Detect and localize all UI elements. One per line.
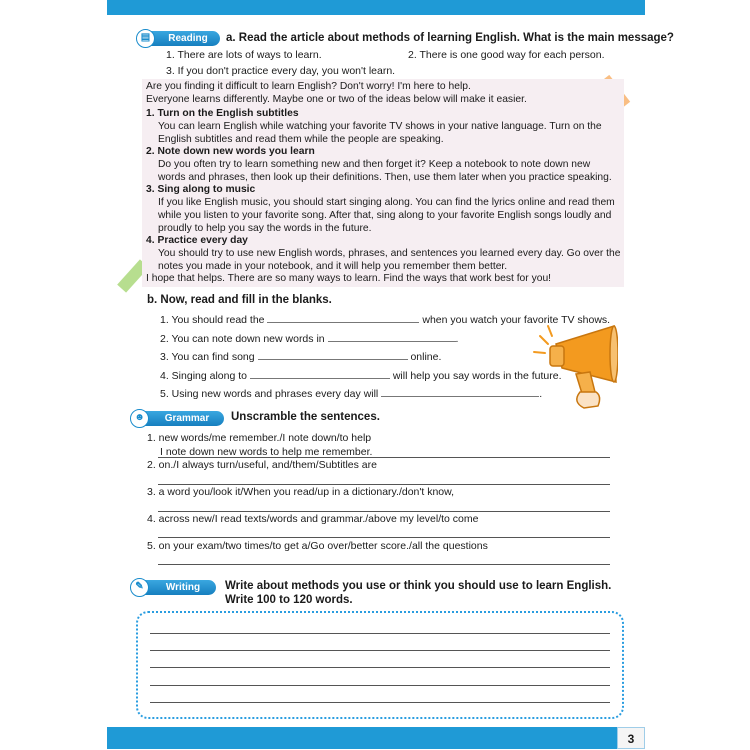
fill-instruction: b. Now, read and fill in the blanks. [147, 294, 332, 306]
writing-box[interactable] [136, 611, 624, 719]
answer-line[interactable] [158, 484, 610, 485]
grammar-badge [134, 411, 224, 426]
article-heading: 2. Note down new words you learn [146, 146, 315, 157]
fill-item-text: when you watch your favorite TV shows. [422, 314, 611, 326]
page-number: 3 [617, 727, 645, 749]
fill-item-text: . [539, 388, 543, 400]
blank-field[interactable] [328, 331, 456, 342]
document-icon: ▤ [136, 29, 155, 48]
writing-line[interactable] [150, 650, 610, 651]
grammar-item-2: 2. on./I always turn/useful, and/them/Subtitles are [147, 459, 377, 471]
article-line: proudly to help you say the words in the future. [158, 223, 372, 234]
grammar-instruction: Unscramble the sentences. [231, 411, 380, 423]
article-line: words and phrases, then look up their definitions. Then, use them later when you practice speaking. [158, 172, 612, 183]
grammar-item-4: 4. across new/I read texts/words and grammar./above my level/to come [147, 513, 479, 525]
writing-line[interactable] [150, 667, 610, 668]
reading-option-1: 1. There are lots of ways to learn. [166, 49, 322, 61]
top-banner [107, 0, 645, 15]
fill-item-4 [160, 368, 562, 382]
blank-field[interactable] [250, 368, 390, 379]
fill-item-text: 3. You can find song [160, 351, 255, 363]
blank-field[interactable] [258, 349, 408, 360]
grammar-item-5: 5. on your exam/two times/to get a/Go over/better score./all the questions [147, 540, 488, 552]
writing-line[interactable] [150, 633, 610, 634]
example-answer: I note down new words to help me remember. [160, 446, 373, 458]
blank-field[interactable] [267, 312, 419, 323]
fill-item-text: 4. Singing along to [160, 370, 247, 382]
fill-item-text: . [455, 333, 459, 345]
answer-line[interactable] [158, 457, 610, 458]
pencil-icon: ✎ [130, 578, 149, 597]
article-heading: 3. Sing along to music [146, 184, 256, 195]
article-line: while you listen to your favorite song. After that, sing along to your favorite English songs loudly and [158, 210, 612, 221]
megaphone-icon [532, 322, 618, 414]
fill-item-text: will help you say words in the future. [392, 370, 562, 382]
article-line: You can learn English while watching your favorite TV shows in your native language. Turn on the [158, 121, 602, 132]
fill-item-2 [160, 331, 458, 345]
writing-badge-label: Writing [165, 582, 201, 593]
writing-instruction-line2: Write 100 to 120 words. [225, 594, 353, 606]
grammar-badge-label: Grammar [164, 413, 210, 424]
bottom-banner [107, 727, 645, 749]
fill-item-text: online. [410, 351, 442, 363]
writing-badge [134, 580, 216, 595]
article-line: Are you finding it difficult to learn English? Don't worry! I'm here to help. [146, 81, 471, 92]
article-line: notes you made in your notebook, and it will help you remember them better. [158, 261, 508, 272]
answer-line[interactable] [158, 564, 610, 565]
fill-item-text: 5. Using new words and phrases every day will [160, 388, 379, 400]
reading-badge [140, 31, 220, 46]
article-heading: 4. Practice every day [146, 235, 248, 246]
fill-item-text: 2. You can note down new words in [160, 333, 325, 345]
article-line: I hope that helps. There are so many ways to learn. Find the ways that work best for you! [146, 273, 552, 284]
answer-line[interactable] [158, 511, 610, 512]
grammar-item-3: 3. a word you/look it/When you read/up in a dictionary./don't know, [147, 486, 455, 498]
blank-field[interactable] [381, 386, 539, 397]
fill-item-text: 1. You should read the [160, 314, 265, 326]
article-heading: 1. Turn on the English subtitles [146, 108, 299, 119]
article-line: You should try to use new English words, phrases, and sentences you learned every day. Go over the [158, 248, 621, 259]
fill-item-3 [160, 349, 441, 363]
writing-line[interactable] [150, 702, 610, 703]
fill-item-5 [160, 386, 542, 400]
grammar-character-icon: ☻ [130, 409, 149, 428]
writing-line[interactable] [150, 685, 610, 686]
reading-badge-label: Reading [168, 33, 208, 44]
article-line: If you like English music, you should start singing along. You can find the lyrics online and read them [158, 197, 615, 208]
reading-option-3: 3. If you don't practice every day, you won't learn. [166, 65, 396, 77]
answer-line[interactable] [158, 537, 610, 538]
article-line: Everyone learns differently. Maybe one or two of the ideas below will make it easier. [146, 94, 527, 105]
reading-option-2: 2. There is one good way for each person. [408, 49, 605, 61]
article-line: English subtitles and read them while the people are speaking. [158, 134, 444, 145]
article-line: Do you often try to learn something new and then forget it? Keep a notebook to note down new [158, 159, 591, 170]
reading-instruction: a. Read the article about methods of learning English. What is the main message? [226, 32, 674, 44]
writing-instruction-line1: Write about methods you use or think you should use to learn English. [225, 580, 612, 592]
article-box [142, 79, 624, 287]
grammar-item-1: 1. new words/me remember./I note down/to help [147, 432, 372, 444]
